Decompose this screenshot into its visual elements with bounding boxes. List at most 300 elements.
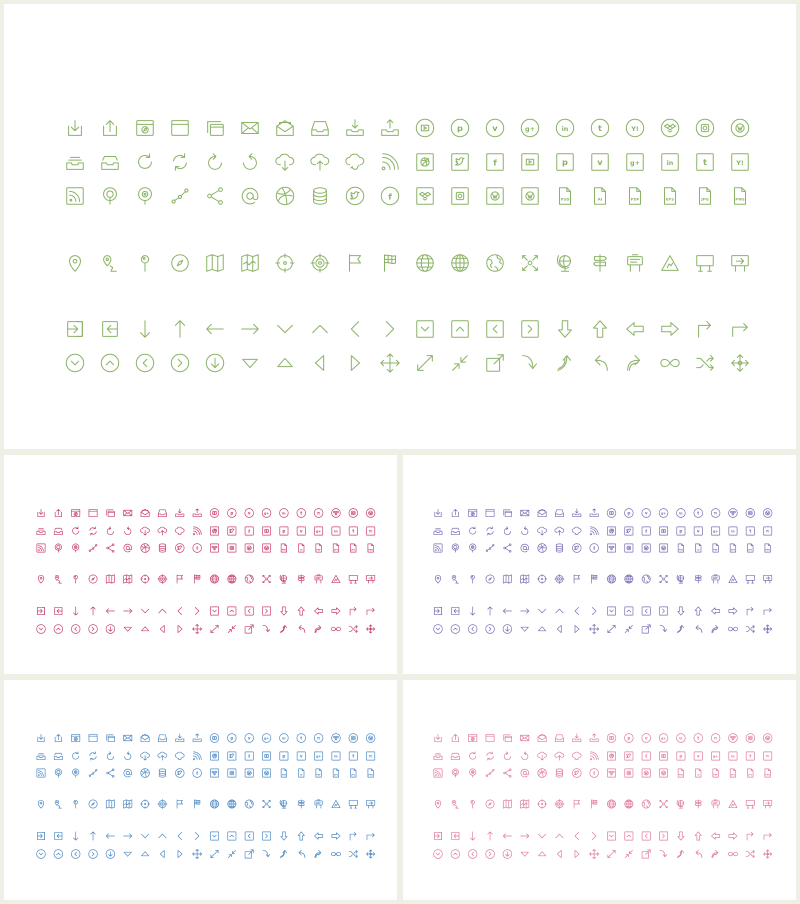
svg-text:Y!: Y!: [713, 511, 718, 516]
wordpress-square-2-icon: [262, 544, 270, 552]
mail-closed-icon: [124, 735, 132, 741]
chevron-up-circle-icon: [451, 850, 460, 859]
svg-text:g+: g+: [713, 754, 719, 759]
share-icon: [208, 188, 223, 205]
svg-text:EPS: EPS: [730, 774, 735, 777]
facebook-circle-icon: [381, 187, 398, 204]
wordpress-square-2-icon: [659, 769, 667, 777]
chevron-left-square-icon: [245, 607, 253, 615]
globe-earth-icon: [245, 575, 253, 583]
arrow-down-outline-icon: [678, 607, 684, 615]
map-pin-route-icon: [55, 800, 61, 808]
chevron-left-circle-icon: [468, 625, 477, 634]
move-icon: [193, 849, 202, 858]
yahoo-circle-icon: [711, 734, 720, 743]
globe-icon: [607, 575, 615, 583]
chevron-left-square-icon: [642, 832, 650, 840]
triangle-down-icon: [243, 359, 258, 367]
compass-icon: [486, 800, 494, 808]
svg-text:g+: g+: [316, 754, 322, 759]
windows-stack-icon: [504, 735, 512, 742]
sign-board-icon: [628, 255, 643, 272]
icon-grid-blue: [4, 680, 397, 900]
arrow-up-icon: [488, 607, 493, 615]
database-icon: [314, 188, 327, 205]
cloud-sync-icon: [572, 527, 581, 535]
shuffle-icon: [349, 850, 357, 857]
crosshair-circle-icon: [141, 574, 150, 583]
desk-globe-icon: [280, 575, 287, 583]
map-folded-icon: [503, 800, 511, 808]
arrow-left-icon: [106, 609, 114, 614]
svg-text:PSD: PSD: [678, 549, 684, 552]
curve-back-icon: [299, 850, 305, 857]
facebook-square-icon: [487, 154, 504, 171]
map-pin-route-icon: [452, 575, 458, 583]
tumblr-circle-icon: [591, 119, 608, 136]
chevron-left-square-icon: [642, 607, 650, 615]
signpost-icon: [695, 800, 701, 808]
vimeo-circle-icon: [245, 734, 254, 743]
vimeo-square-icon: [592, 154, 609, 171]
svg-text:EPS: EPS: [333, 774, 338, 777]
svg-text:p: p: [627, 510, 631, 516]
chevron-up-circle-icon: [54, 850, 63, 859]
chevron-up-circle-icon: [54, 625, 63, 634]
warning-triangle-icon: [332, 575, 340, 582]
map-pin-icon: [38, 800, 44, 808]
rss-icon: [382, 154, 398, 170]
file-ai-icon: [696, 769, 702, 777]
youtube-square-icon: [522, 154, 539, 171]
facebook-square-icon: [245, 752, 253, 760]
dropbox-square-icon: [607, 544, 615, 552]
svg-text:p: p: [282, 528, 286, 534]
triangle-left-icon: [160, 850, 164, 857]
download-icon: [435, 509, 441, 516]
compress-icon: [453, 356, 468, 371]
svg-text:t: t: [749, 753, 752, 759]
at-sign-icon: [242, 188, 258, 204]
svg-text:p: p: [679, 528, 683, 534]
file-png-icon: [765, 544, 771, 552]
dropbox-circle-icon: [332, 509, 341, 518]
curve-up-icon: [280, 850, 286, 857]
svg-text:t: t: [697, 510, 700, 516]
twitter-circle-icon: [346, 187, 363, 204]
redo-icon: [107, 752, 113, 760]
svg-text:f: f: [493, 157, 497, 168]
twitter-circle-icon: [175, 769, 184, 778]
map-pin-round-icon: [471, 575, 475, 583]
chevron-up-icon: [159, 834, 166, 838]
svg-text:p: p: [627, 735, 631, 741]
download-icon: [38, 509, 44, 516]
file-png-icon: [368, 544, 374, 552]
curve-forward-icon: [712, 625, 718, 632]
chevron-right-square-icon: [262, 607, 270, 615]
refresh-icon: [469, 527, 475, 534]
triangle-down-icon: [521, 852, 528, 856]
triangle-right-icon: [575, 850, 579, 857]
move-icon: [590, 849, 599, 858]
icon-grid-purple: [403, 455, 796, 674]
instagram-circle-icon: [696, 119, 713, 136]
triangle-left-icon: [557, 850, 561, 857]
triangle-up-icon: [278, 358, 293, 366]
infinity-icon: [331, 852, 340, 856]
svg-text:AI: AI: [597, 196, 603, 202]
svg-text:JPG: JPG: [748, 549, 753, 552]
chevron-down-icon: [141, 834, 148, 838]
podcast-2-icon: [469, 544, 475, 552]
redo-icon: [107, 527, 113, 535]
chevron-right-icon: [592, 607, 596, 614]
turn-up-right-icon: [350, 607, 356, 615]
chevron-right-square-icon: [522, 321, 539, 338]
svg-text:JPG: JPG: [351, 549, 356, 552]
svg-text:PNG: PNG: [765, 774, 770, 777]
tray-icon: [312, 122, 329, 136]
signpost-icon: [695, 575, 701, 583]
redo-icon: [209, 154, 222, 170]
vimeo-circle-icon: [245, 509, 254, 518]
upload-icon: [55, 734, 61, 741]
pinterest-circle-icon: [624, 734, 633, 743]
browser-compass-icon: [72, 509, 80, 516]
tray-download-icon: [573, 509, 581, 517]
turn-right-icon: [367, 833, 374, 839]
dribbble-circle-icon: [538, 544, 547, 553]
linkedin-circle-icon: [677, 734, 686, 743]
arrow-up-outline-icon: [695, 832, 701, 840]
chevron-left-circle-icon: [71, 850, 80, 859]
signpost-icon: [298, 800, 304, 808]
svg-text:in: in: [666, 159, 674, 168]
file-ai-icon: [595, 188, 606, 205]
move-icon: [193, 624, 202, 633]
arrow-down-outline-icon: [559, 321, 572, 338]
warning-triangle-icon: [729, 575, 737, 582]
flag-checkered-icon: [194, 575, 200, 583]
sign-out-icon: [452, 832, 459, 839]
external-link-icon: [487, 355, 504, 372]
desk-globe-icon: [677, 575, 684, 583]
desk-globe-icon: [677, 800, 684, 808]
yahoo-square-icon: [764, 752, 772, 760]
triangle-up-icon: [141, 627, 148, 631]
tray-download-icon: [176, 509, 184, 517]
flag-checkered-icon: [385, 255, 396, 272]
at-sign-icon: [521, 544, 529, 552]
sync-icon: [487, 752, 493, 760]
cloud-sync-icon: [346, 154, 364, 169]
svg-text:t: t: [598, 123, 602, 134]
download-icon: [435, 734, 441, 741]
browser-compass-icon: [72, 734, 80, 741]
chevron-up-icon: [556, 609, 563, 613]
windows-stack-icon: [208, 122, 224, 136]
arrow-right-icon: [124, 834, 132, 839]
dropbox-square-icon: [607, 769, 615, 777]
wordpress-square-2-icon: [262, 769, 270, 777]
refresh-icon: [469, 752, 475, 759]
chevron-left-icon: [178, 832, 182, 839]
svg-text:f: f: [248, 528, 251, 534]
curve-down-icon: [523, 356, 537, 369]
map-route-icon: [124, 575, 132, 583]
arrow-up-icon: [91, 832, 96, 840]
triangle-up-icon: [538, 852, 545, 856]
svg-text:g+: g+: [630, 159, 640, 168]
triangle-right-icon: [575, 625, 579, 632]
chevron-right-circle-icon: [486, 850, 495, 859]
svg-text:f: f: [593, 770, 596, 776]
dribbble-circle-icon: [538, 769, 547, 778]
svg-text:PNG: PNG: [735, 196, 745, 202]
globe-earth-icon: [245, 800, 253, 808]
wordpress-square-icon: [487, 188, 504, 205]
curve-up-icon: [558, 356, 571, 371]
triangle-left-icon: [160, 625, 164, 632]
focus-arrows-icon: [263, 575, 270, 582]
tumblr-square-icon: [349, 752, 357, 760]
curve-up-icon: [280, 625, 286, 632]
curve-back-icon: [595, 356, 607, 371]
chevron-down-circle-icon: [37, 850, 46, 859]
shuffle-icon: [746, 850, 754, 857]
file-png-icon: [735, 188, 746, 205]
svg-text:PNG: PNG: [765, 549, 770, 552]
linkedin-square-icon: [729, 527, 737, 535]
twitter-circle-icon: [572, 544, 581, 553]
svg-text:in: in: [679, 736, 683, 741]
svg-text:g+: g+: [525, 125, 535, 134]
chevron-left-square-icon: [487, 321, 504, 338]
arrow-right-icon: [521, 609, 529, 614]
globe-icon: [210, 575, 218, 583]
arrow-down-icon: [73, 832, 78, 840]
expand-icon: [418, 356, 433, 371]
share-icon: [504, 544, 511, 552]
cloud-sync-icon: [175, 527, 184, 535]
upload-icon: [452, 509, 458, 516]
undo-icon: [522, 527, 528, 535]
map-pin-route-icon: [55, 575, 61, 583]
tray-icon: [555, 735, 563, 742]
windows-stack-icon: [504, 510, 512, 517]
wordpress-square-icon: [642, 544, 650, 552]
svg-text:v: v: [696, 753, 700, 759]
sign-out-icon: [55, 607, 62, 614]
flag-checkered-icon: [194, 800, 200, 808]
database-icon: [159, 769, 165, 777]
youtube-square-icon: [262, 527, 270, 535]
dropbox-circle-icon: [729, 734, 738, 743]
chevron-down-circle-icon: [37, 625, 46, 634]
billboard-arrow-icon: [367, 575, 375, 583]
flag-checkered-icon: [591, 575, 597, 583]
arrow-up-outline-icon: [298, 607, 304, 615]
podcast-icon: [452, 769, 458, 777]
chevron-up-circle-icon: [451, 625, 460, 634]
youtube-circle-icon: [607, 734, 616, 743]
chevron-up-icon: [313, 325, 328, 332]
arrow-right-outline-icon: [332, 608, 340, 614]
curve-back-icon: [696, 625, 702, 632]
globe-2-icon: [625, 575, 633, 583]
facebook-circle-icon: [590, 544, 599, 553]
chevron-up-square-icon: [625, 607, 633, 615]
svg-text:t: t: [352, 753, 355, 759]
dribbble-circle-icon: [141, 544, 150, 553]
database-icon: [556, 769, 562, 777]
triangle-right-icon: [178, 850, 182, 857]
file-eps-icon: [730, 544, 736, 552]
svg-text:p: p: [457, 123, 463, 134]
crosshair-circle-icon: [276, 254, 294, 272]
podcast-icon: [452, 544, 458, 552]
slide-pink: [403, 680, 796, 900]
youtube-circle-icon: [210, 509, 219, 518]
svg-text:Y!: Y!: [736, 159, 744, 168]
at-sign-icon: [521, 769, 529, 777]
dribbble-circle-icon: [141, 769, 150, 778]
instagram-circle-icon: [349, 734, 358, 743]
dribbble-square-icon: [417, 154, 434, 171]
expand-icon: [211, 850, 218, 857]
map-route-icon: [521, 575, 529, 583]
svg-text:in: in: [731, 754, 735, 759]
svg-text:PDF: PDF: [630, 196, 640, 202]
file-eps-icon: [333, 544, 339, 552]
arrow-left-icon: [207, 324, 224, 333]
tray-download-icon: [347, 120, 364, 136]
map-route-icon: [124, 800, 132, 808]
svg-text:JPG: JPG: [351, 774, 356, 777]
slide-purple: [403, 455, 796, 674]
instagram-circle-icon: [746, 509, 755, 518]
curve-down-icon: [263, 625, 270, 631]
arrow-right-outline-icon: [729, 833, 737, 839]
browser-compass-icon: [469, 509, 477, 516]
chevron-up-square-icon: [228, 832, 236, 840]
chevron-right-square-icon: [659, 832, 667, 840]
svg-text:in: in: [561, 125, 569, 134]
svg-text:PDF: PDF: [316, 549, 321, 552]
svg-text:EPS: EPS: [665, 196, 675, 202]
curve-back-icon: [696, 850, 702, 857]
yahoo-circle-icon: [626, 119, 643, 136]
pinterest-square-icon: [280, 527, 288, 535]
sign-board-icon: [315, 800, 322, 808]
sync-icon: [90, 752, 96, 760]
chevron-left-icon: [351, 322, 358, 337]
arrow-down-outline-icon: [281, 607, 287, 615]
arrow-right-outline-icon: [729, 608, 737, 614]
yahoo-square-icon: [764, 527, 772, 535]
mail-open-icon: [141, 734, 149, 741]
download-icon: [38, 734, 44, 741]
file-ai-icon: [696, 544, 702, 552]
arrow-up-icon: [488, 832, 493, 840]
chevron-right-icon: [386, 322, 393, 337]
arrow-left-outline-icon: [711, 608, 719, 614]
triangle-down-icon: [124, 627, 131, 631]
compress-icon: [228, 850, 235, 857]
dropbox-square-icon: [210, 544, 218, 552]
twitter-square-icon: [228, 527, 236, 535]
svg-text:JPG: JPG: [701, 196, 709, 202]
mail-closed-icon: [521, 510, 529, 516]
twitter-square-icon: [625, 527, 633, 535]
svg-text:Y!: Y!: [631, 125, 639, 134]
svg-text:v: v: [299, 753, 303, 759]
linkedin-circle-icon: [677, 509, 686, 518]
tumblr-circle-icon: [297, 734, 306, 743]
chevron-right-square-icon: [262, 832, 270, 840]
globe-2-icon: [228, 800, 236, 808]
globe-icon: [417, 255, 434, 272]
arrow-up-icon: [91, 607, 96, 615]
svg-text:in: in: [334, 529, 338, 534]
pinterest-square-icon: [677, 527, 685, 535]
triangle-right-icon: [178, 625, 182, 632]
googleplus-square-icon: [711, 527, 719, 535]
billboard-icon: [746, 800, 754, 808]
chevron-up-icon: [556, 834, 563, 838]
tray-icon: [555, 510, 563, 517]
wordpress-square-icon: [245, 769, 253, 777]
map-folded-icon: [106, 575, 114, 583]
wordpress-square-2-icon: [659, 544, 667, 552]
facebook-square-icon: [642, 527, 650, 535]
crosshair-circle-icon: [538, 799, 547, 808]
wordpress-circle-icon: [366, 509, 375, 518]
rss-square-icon: [37, 544, 45, 552]
svg-text:PSD: PSD: [678, 774, 684, 777]
globe-icon: [607, 800, 615, 808]
dribbble-square-icon: [607, 527, 615, 535]
vimeo-circle-icon: [486, 119, 503, 136]
inbox-stack-2-icon: [54, 528, 62, 534]
sign-in-icon: [434, 607, 441, 614]
windows-stack-icon: [107, 735, 115, 742]
arrow-down-outline-icon: [281, 832, 287, 840]
slide-blue: [4, 680, 397, 900]
dropbox-circle-icon: [729, 509, 738, 518]
svg-text:g+: g+: [713, 529, 719, 534]
triangle-up-icon: [141, 852, 148, 856]
vimeo-square-icon: [694, 752, 702, 760]
instagram-square-icon: [625, 769, 633, 777]
at-sign-icon: [124, 544, 132, 552]
arrow-left-outline-icon: [627, 323, 644, 336]
chevron-right-icon: [195, 832, 199, 839]
map-pin-route-icon: [104, 256, 117, 272]
svg-text:PSD: PSD: [281, 549, 287, 552]
wordpress-square-2-icon: [522, 188, 539, 205]
focus-arrows-icon: [660, 800, 667, 807]
spread-icon: [764, 850, 772, 858]
svg-text:in: in: [679, 511, 683, 516]
flag-icon: [177, 800, 183, 808]
chevron-down-square-icon: [417, 321, 434, 338]
browser-compass-icon: [469, 734, 477, 741]
curve-down-icon: [263, 850, 270, 856]
svg-text:in: in: [282, 511, 286, 516]
svg-text:t: t: [300, 510, 303, 516]
